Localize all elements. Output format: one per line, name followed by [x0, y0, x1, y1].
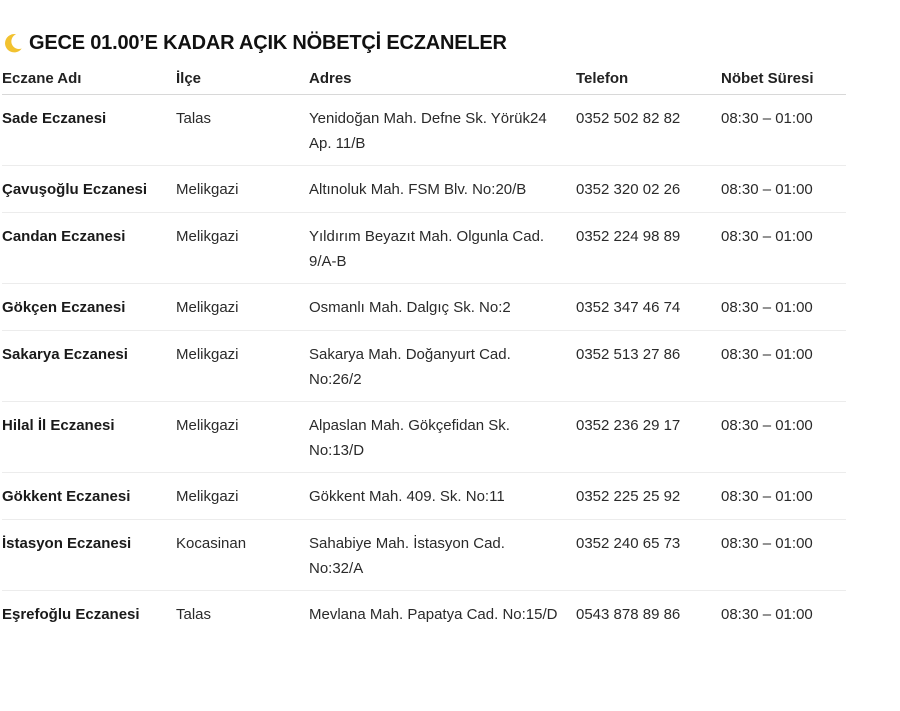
address-text: Sahabiye Mah. İstasyon Cad. No:32/A	[309, 535, 505, 577]
pharmacy-address	[309, 402, 576, 473]
column-header-district: İlçe	[176, 62, 309, 95]
pharmacy-phone[interactable]: 0352 240 65 73	[576, 520, 721, 591]
address-text: Yıldırım Beyazıt Mah. Olgunla Cad. 9/A-B	[309, 228, 545, 270]
pharmacy-district: Kocasinan	[176, 520, 309, 591]
table-row	[2, 166, 846, 213]
crescent-moon-icon	[2, 32, 24, 54]
table-row	[2, 402, 846, 473]
pharmacy-hours: 08:30 – 01:00	[721, 166, 846, 213]
address-text: Sakarya Mah. Doğanyurt Cad. No:26/2	[309, 346, 511, 388]
pharmacy-district: Melikgazi	[176, 402, 309, 473]
address-text: Altınoluk Mah. FSM Blv. No:20/B	[309, 181, 527, 198]
pharmacy-district: Melikgazi	[176, 331, 309, 402]
pharmacy-district: Melikgazi	[176, 166, 309, 213]
table-row	[2, 591, 846, 662]
pharmacy-address	[309, 284, 576, 331]
pharmacy-address	[309, 591, 576, 662]
address-text: Alpaslan Mah. Gökçefidan Sk. No:13/D	[309, 417, 510, 459]
pharmacy-phone[interactable]: 0543 878 89 86	[576, 606, 681, 623]
pharmacy-name: İstasyon Eczanesi	[2, 520, 176, 591]
pharmacy-hours: 08:30 – 01:00	[721, 95, 846, 166]
address-text: Osmanlı Mah. Dalgıç Sk. No:2	[309, 299, 511, 316]
pharmacy-phone[interactable]: 0352 320 02 26	[576, 166, 721, 213]
pharmacy-hours: 08:30 – 01:00	[721, 284, 846, 331]
pharmacy-phone[interactable]: 0352 513 27 86	[576, 331, 721, 402]
pharmacy-address	[309, 213, 576, 284]
pharmacy-name: Sade Eczanesi	[2, 95, 176, 166]
table-header-row	[2, 62, 846, 95]
pharmacy-district: Melikgazi	[176, 473, 309, 520]
pharmacy-phone[interactable]: 0352 225 25 92	[576, 473, 721, 520]
pharmacy-address	[309, 520, 576, 591]
pharmacy-hours: 08:30 – 01:00	[721, 520, 846, 591]
table-row	[2, 473, 846, 520]
address-text: Yenidoğan Mah. Defne Sk. Yörük24 Ap. 11/B	[309, 110, 547, 152]
pharmacy-phone[interactable]: 0352 224 98 89	[576, 213, 721, 284]
page-title-text: GECE 01.00’E KADAR AÇIK NÖBETÇİ ECZANELER	[29, 31, 507, 54]
pharmacy-hours: 08:30 – 01:00	[721, 213, 846, 284]
column-header-hours: Nöbet Süresi	[721, 62, 846, 95]
pharmacy-name: Candan Eczanesi	[2, 213, 176, 284]
pharmacy-name: Gökçen Eczanesi	[2, 284, 176, 331]
pharmacy-address	[309, 166, 576, 213]
table-row	[2, 213, 846, 284]
pharmacy-hours: 08:30 – 01:00	[721, 606, 813, 623]
table-row	[2, 95, 846, 166]
table-row	[2, 284, 846, 331]
column-header-name: Eczane Adı	[2, 62, 176, 95]
pharmacy-district: Talas	[176, 606, 212, 623]
pharmacy-hours: 08:30 – 01:00	[721, 402, 846, 473]
pharmacy-name: Hilal İl Eczanesi	[2, 402, 176, 473]
pharmacy-name: Gökkent Eczanesi	[2, 473, 176, 520]
pharmacy-hours: 08:30 – 01:00	[721, 473, 846, 520]
pharmacy-district: Melikgazi	[176, 213, 309, 284]
pharmacy-district: Melikgazi	[176, 284, 309, 331]
page-title	[2, 30, 507, 56]
pharmacy-name: Çavuşoğlu Eczanesi	[2, 166, 176, 213]
pharmacy-table	[2, 62, 846, 662]
column-header-phone: Telefon	[576, 62, 721, 95]
pharmacy-address	[309, 473, 576, 520]
pharmacy-name: Sakarya Eczanesi	[2, 331, 176, 402]
pharmacy-phone[interactable]: 0352 236 29 17	[576, 402, 721, 473]
address-text: Mevlana Mah. Papatya Cad. No:15/D	[309, 606, 558, 623]
address-text: Gökkent Mah. 409. Sk. No:11	[309, 488, 505, 505]
pharmacy-hours: 08:30 – 01:00	[721, 331, 846, 402]
column-header-address: Adres	[309, 62, 576, 95]
pharmacy-phone[interactable]: 0352 502 82 82	[576, 95, 721, 166]
pharmacy-address	[309, 95, 576, 166]
table-row	[2, 331, 846, 402]
pharmacy-phone[interactable]: 0352 347 46 74	[576, 284, 721, 331]
table-row	[2, 520, 846, 591]
pharmacy-name: Eşrefoğlu Eczanesi	[2, 606, 140, 623]
pharmacy-address	[309, 331, 576, 402]
pharmacy-district: Talas	[176, 95, 309, 166]
